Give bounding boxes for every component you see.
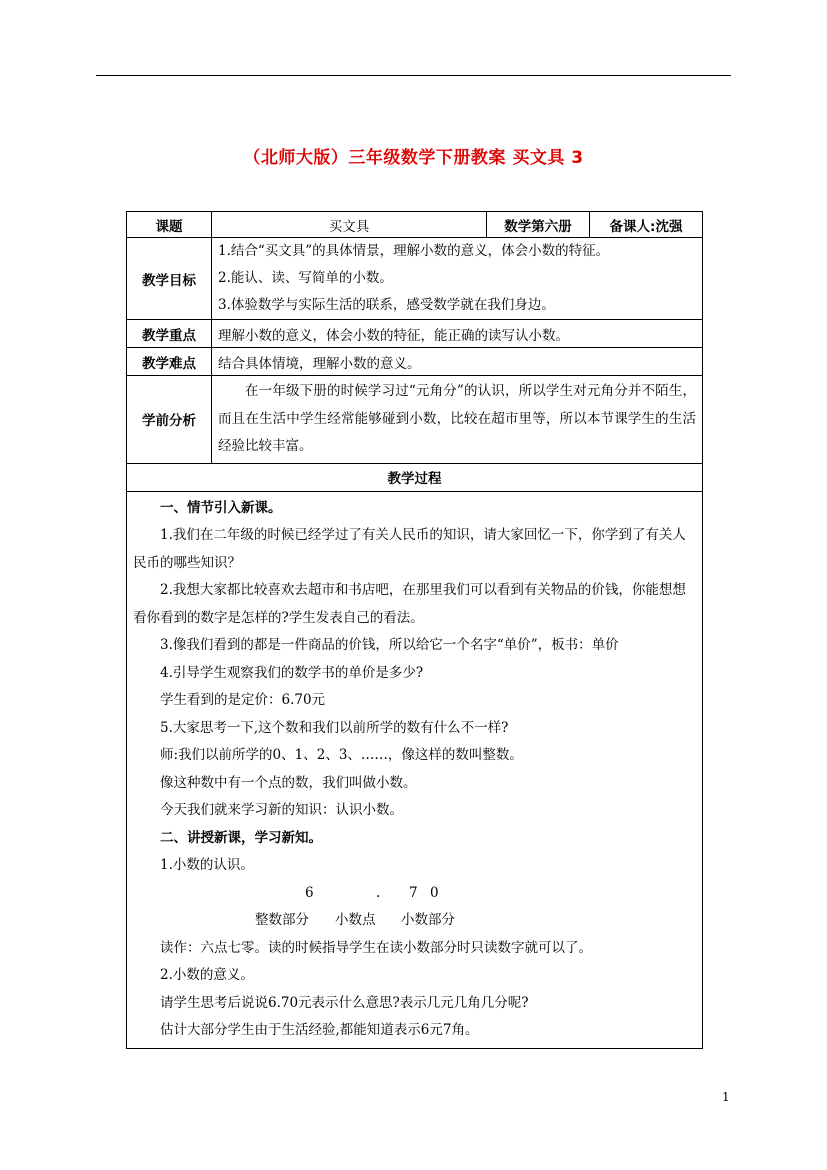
- difficulties-label: 教学难点: [127, 348, 212, 376]
- process-paragraph: 今天我们就来学习新的知识：认识小数。: [160, 802, 403, 818]
- goal-item: 2.能认、读、写简单的小数。: [218, 270, 393, 286]
- goals-row: [127, 238, 703, 320]
- process-paragraph: 3.像我们看到的都是一件商品的价钱，所以给它一个名字“单价”，板书：单价: [160, 637, 619, 653]
- process-paragraph: 1.小数的认识。: [160, 857, 254, 873]
- key-points-text: 理解小数的意义，体会小数的特征，能正确的读写认小数。: [212, 320, 703, 348]
- process-paragraph: 学生看到的是定价：6.70元: [160, 692, 326, 708]
- goals-label: 教学目标: [127, 238, 212, 320]
- goal-item: 1.结合“买文具”的具体情景，理解小数的意义，体会小数的特征。: [218, 243, 610, 259]
- digit-seven: 7: [409, 884, 418, 901]
- header-row: [127, 212, 703, 238]
- process-paragraph: 估计大部分学生由于生活经验,都能知道表示6元7角。: [160, 1022, 479, 1038]
- difficulties-row: [127, 348, 703, 376]
- decimal-parts-row: [133, 907, 696, 935]
- analysis-label: 学前分析: [127, 376, 212, 464]
- section-heading: 二、讲授新课，学习新知。: [160, 829, 322, 846]
- page-number: 1: [722, 1090, 730, 1104]
- process-paragraph: 1.我们在二年级的时候已经学过了有关人民币的知识，请大家回忆一下，你学到了有关人民币的哪些知识？: [133, 527, 686, 571]
- analysis-row: [127, 376, 703, 464]
- decimal-part-label: 小数部分: [401, 912, 455, 928]
- process-content: [127, 491, 703, 1048]
- process-paragraph: 2.我想大家都比较喜欢去超市和书店吧，在那里我们可以看到有关物品的价钱，你能想想看你看到的数字是怎样的?学生发表自己的看法。: [133, 582, 686, 626]
- preparer-cell: 备课人:沈强: [590, 212, 703, 238]
- difficulties-text: 结合具体情境，理解小数的意义。: [212, 348, 703, 376]
- key-points-label: 教学重点: [127, 320, 212, 348]
- process-paragraph: 4.引导学生观察我们的数学书的单价是多少?: [160, 664, 424, 681]
- integer-part-label: 整数部分: [255, 912, 309, 928]
- key-points-row: [127, 320, 703, 348]
- section-heading: 一、情节引入新课。: [160, 499, 282, 516]
- decimal-point-label: 小数点: [335, 912, 376, 928]
- topic-label: 课题: [127, 212, 212, 238]
- topic-value: 买文具: [212, 212, 487, 238]
- digit-zero: 0: [430, 884, 439, 901]
- decimal-dot: .: [376, 884, 381, 901]
- header-rule: [96, 75, 731, 76]
- analysis-text: 在一年级下册的时候学习过“元角分”的认识，所以学生对元角分并不陌生，而且在生活中学生经常能够碰到小数，比较在超市里等，所以本节课学生的生活经验比较丰富。: [212, 376, 703, 464]
- process-paragraph: 2.小数的意义。: [160, 967, 254, 983]
- process-paragraph: 5.大家思考一下,这个数和我们以前所学的数有什么不一样?: [160, 719, 509, 736]
- goal-item: 3.体验数学与实际生活的联系，感受数学就在我们身边。: [218, 297, 555, 313]
- decimal-digits-row: [133, 880, 696, 908]
- process-paragraph: 师:我们以前所学的0、1、2、3、……，像这样的数叫整数。: [160, 747, 523, 763]
- process-row: [127, 491, 703, 1048]
- goals-content: [212, 238, 703, 320]
- process-paragraph: 请学生思考后说说6.70元表示什么意思?表示几元几角几分呢?: [160, 994, 529, 1011]
- process-paragraph: 像这种数中有一个点的数，我们叫做小数。: [160, 774, 417, 791]
- document-title: （北师大版）三年级数学下册教案 买文具 3: [243, 148, 584, 168]
- process-heading: 教学过程: [127, 463, 703, 491]
- process-heading-row: [127, 463, 703, 491]
- book-cell: 数学第六册: [487, 212, 590, 238]
- process-paragraph: 读作：六点七零。读的时候指导学生在读小数部分时只读数字就可以了。: [160, 939, 592, 956]
- digit-six: 6: [305, 884, 314, 901]
- lesson-plan-table: [126, 211, 703, 1049]
